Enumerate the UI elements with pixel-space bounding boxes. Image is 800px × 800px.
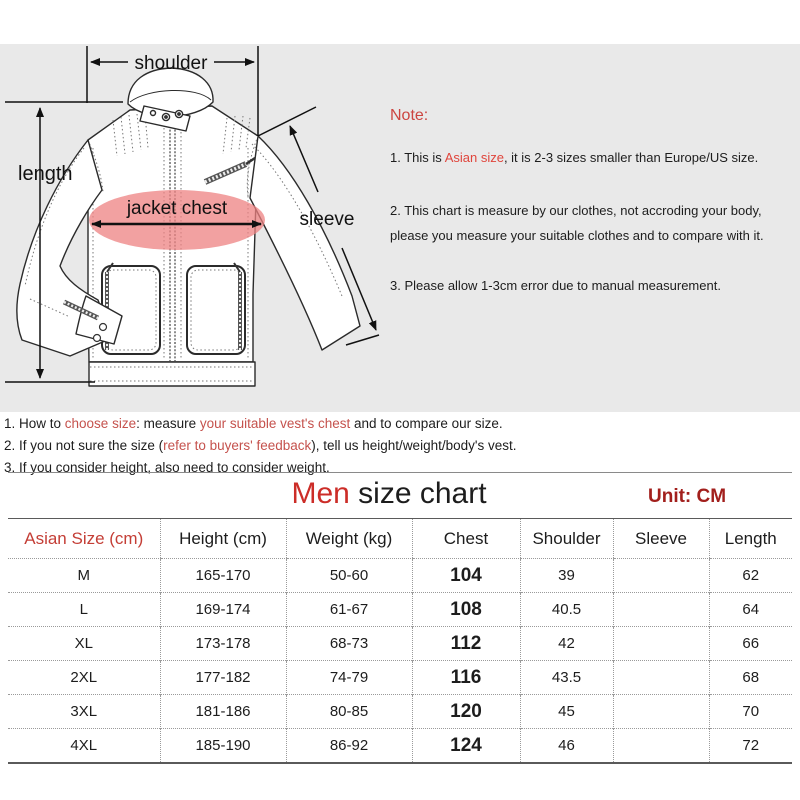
column-header: Asian Size (cm) xyxy=(8,519,160,559)
measurement-info-panel xyxy=(0,44,800,412)
table-cell: 74-79 xyxy=(286,661,412,695)
table-cell: 43.5 xyxy=(520,661,613,695)
table-row xyxy=(8,627,792,661)
table-cell: 104 xyxy=(412,559,520,593)
table-cell: XL xyxy=(8,627,160,661)
table-title-rest: size chart xyxy=(349,477,487,510)
column-header: Height (cm) xyxy=(160,519,286,559)
table-title-row xyxy=(0,477,800,517)
unit-label: Unit: CM xyxy=(648,486,727,507)
table-row xyxy=(8,729,792,764)
table-cell: 4XL xyxy=(8,729,160,764)
table-cell: 42 xyxy=(520,627,613,661)
table-cell xyxy=(613,661,709,695)
jacket-measurement-diagram xyxy=(0,44,380,412)
table-cell: 40.5 xyxy=(520,593,613,627)
tip-item: 3. If you consider height, also need to consider weight. xyxy=(4,460,330,475)
size-table-body xyxy=(8,559,792,764)
size-tips xyxy=(4,410,644,479)
note-item: 2. This chart is measure by our clothes, not accroding your body, xyxy=(390,203,762,218)
table-cell: 39 xyxy=(520,559,613,593)
table-cell: 68-73 xyxy=(286,627,412,661)
table-cell: 2XL xyxy=(8,661,160,695)
table-cell: 173-178 xyxy=(160,627,286,661)
table-cell: 46 xyxy=(520,729,613,764)
notes-section xyxy=(390,44,794,412)
sleeve-label: sleeve xyxy=(299,209,355,230)
table-title-men: Men xyxy=(291,477,350,510)
table-cell: 165-170 xyxy=(160,559,286,593)
table-cell: L xyxy=(8,593,160,627)
tip-item: 1. How to choose size: measure your suitable vest's chest and to compare our size. xyxy=(4,416,503,431)
note-item: please you measure your suitable clothes and to compare with it. xyxy=(390,228,764,243)
table-cell: 3XL xyxy=(8,695,160,729)
table-cell: 124 xyxy=(412,729,520,764)
table-cell: 45 xyxy=(520,695,613,729)
tip-item: 2. If you not sure the size (refer to buyers' feedback), tell us height/weight/body's vest. xyxy=(4,438,517,453)
table-cell: 72 xyxy=(709,729,792,764)
table-cell: 66 xyxy=(709,627,792,661)
column-header: Chest xyxy=(412,519,520,559)
table-cell: 80-85 xyxy=(286,695,412,729)
table-cell: 120 xyxy=(412,695,520,729)
size-table xyxy=(8,518,792,764)
table-cell xyxy=(613,627,709,661)
section-divider xyxy=(8,472,792,473)
table-cell: 70 xyxy=(709,695,792,729)
jacket-line-art xyxy=(88,106,360,386)
table-cell: 68 xyxy=(709,661,792,695)
table-cell: 181-186 xyxy=(160,695,286,729)
table-cell: 169-174 xyxy=(160,593,286,627)
table-cell: M xyxy=(77,567,90,584)
table-cell: 177-182 xyxy=(160,661,286,695)
length-label: length xyxy=(18,163,73,185)
note-item: 1. This is Asian size, it is 2-3 sizes smaller than Europe/US size. xyxy=(390,150,759,165)
column-header: Shoulder xyxy=(520,519,613,559)
table-cell: 112 xyxy=(412,627,520,661)
shoulder-label: shoulder xyxy=(134,53,208,74)
table-row xyxy=(8,695,792,729)
table-cell: 86-92 xyxy=(286,729,412,764)
note-item: 3. Please allow 1-3cm error due to manual measurement. xyxy=(390,278,721,293)
table-cell: 50-60 xyxy=(286,559,412,593)
table-cell: 64 xyxy=(709,593,792,627)
column-header: Sleeve xyxy=(613,519,709,559)
table-cell xyxy=(613,593,709,627)
jacket-chest-label: jacket chest xyxy=(126,198,228,219)
column-header: Weight (kg) xyxy=(286,519,412,559)
table-cell: 61-67 xyxy=(286,593,412,627)
table-cell: 108 xyxy=(412,593,520,627)
table-cell: 185-190 xyxy=(160,729,286,764)
table-row xyxy=(8,593,792,627)
table-cell xyxy=(613,729,709,764)
table-cell: 62 xyxy=(709,559,792,593)
table-cell xyxy=(613,695,709,729)
column-header: Length xyxy=(709,519,792,559)
table-cell xyxy=(613,559,709,593)
table-row xyxy=(8,661,792,695)
table-row xyxy=(8,559,792,593)
table-header-row xyxy=(8,519,792,559)
table-cell: 116 xyxy=(412,661,520,695)
note-title: Note: xyxy=(390,107,429,124)
